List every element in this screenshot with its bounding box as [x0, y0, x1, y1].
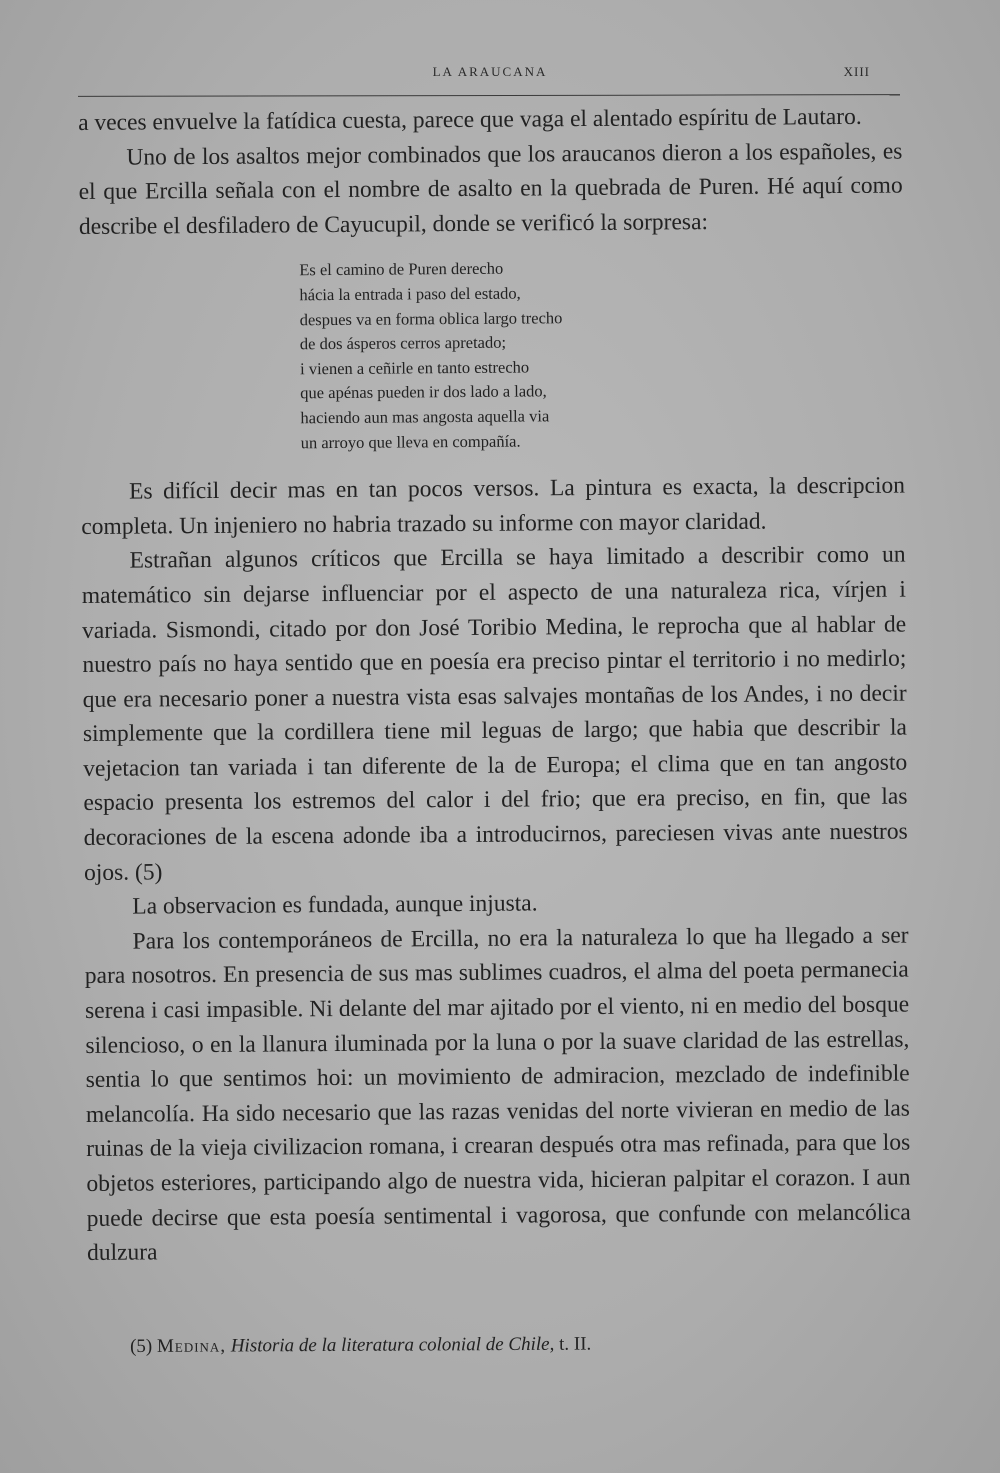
paragraph: a veces envuelve la fatídica cuesta, parece que vaga el alentado espíritu de Lautaro. [78, 103, 862, 136]
verse-quote [299, 254, 905, 455]
footnote-volume: t. II. [559, 1333, 592, 1355]
verse-line: hácia la entrada i paso del estado, [299, 283, 521, 305]
verse-line: haciendo aun mas angosta aquella via [300, 406, 550, 428]
page-header [80, 64, 900, 88]
verse-line: que apénas pueden ir dos lado a lado, [300, 381, 547, 403]
footnote-author: Medina, [156, 1335, 227, 1357]
paragraph: Estrañan algunos críticos que Ercilla se haya limitado a describir como un matemático sin dejarse influenciar por el aspecto de una naturaleza rica, vírjen i variada. Sismondi, citado por don José Toribio Medina, le reprocha que al hablar de nuestro país no haya sentido que en poesía era preciso pintar el territorio i no medirlo; que era necesario poner a nuestra vista esas salvajes montañas de los Andes, i no decir simplemente que la cordillera tiene mil leguas de largo; que habia que describir la vejetacion tan variada i tan diferente de la de Europa; el clima que en tan angosto espacio presenta los estremos del calor i del frio; que era preciso, en fin, que las decoraciones de la escena adonde iba a introducirnos, pareciesen vivas ante nuestros ojos. (5) [81, 541, 908, 886]
paragraph: Uno de los asaltos mejor combinados que los araucanos dieron a los españoles, es el que Ercilla señala con el nombre de asalto en la quebrada de Puren. Hé aquí como describe el desfiladero de Cayucupil, donde se verificó la sorpresa: [78, 138, 903, 240]
verse-line: Es el camino de Puren derecho [299, 259, 504, 280]
paragraph: La observacion es fundada, aunque injusta. [132, 890, 538, 920]
running-title: LA ARAUCANA [432, 64, 548, 79]
header-rule [78, 94, 900, 97]
verse-line: de dos ásperos cerros apretado; [299, 332, 507, 354]
footnote-marker: (5) [130, 1335, 153, 1357]
footnote [130, 1332, 890, 1358]
paragraph: Es difícil decir mas en tan pocos versos. La pintura es exacta, la descripcion completa. Un injeniero no habria trazado su informe con mayor claridad. [81, 472, 906, 540]
verse-line: i vienen a ceñirle en tanto estrecho [299, 357, 530, 379]
paragraph: Para los contemporáneos de Ercilla, no era la naturaleza lo que ha llegado a ser para nosotros. En presencia de sus mas sublimes cuadros, el alma del poeta permanecia serena i casi impasible. Ni delante del mar ajitado por el viento, ni en medio del bosque silencioso, o en la llanura iluminada por la luna o por la suave claridad de las estrellas, sentia lo que sentimos hoi: un movimiento de admiracion, mezclado de indefinible melancolía. Ha sido necesario que las razas venidas del norte vivieran en medio de las ruinas de la vieja civilizacion romana, i crearan después otra mas refinada, para que los objetos esteriores, participando algo de nuestra vida, hicieran palpitar el corazon. I aun puede decirse que esta poesía sentimental i vagorosa, que confunde con melancólica dulzura [84, 922, 911, 1267]
main-text [78, 100, 911, 1271]
footnote-title: Historia de la literatura colonial de Chile, [230, 1333, 555, 1357]
verse-line: un arroyo que lleva en compañía. [300, 431, 521, 452]
page-number: XIII [843, 64, 870, 79]
verse-line: despues va en forma oblica largo trecho [299, 307, 563, 329]
